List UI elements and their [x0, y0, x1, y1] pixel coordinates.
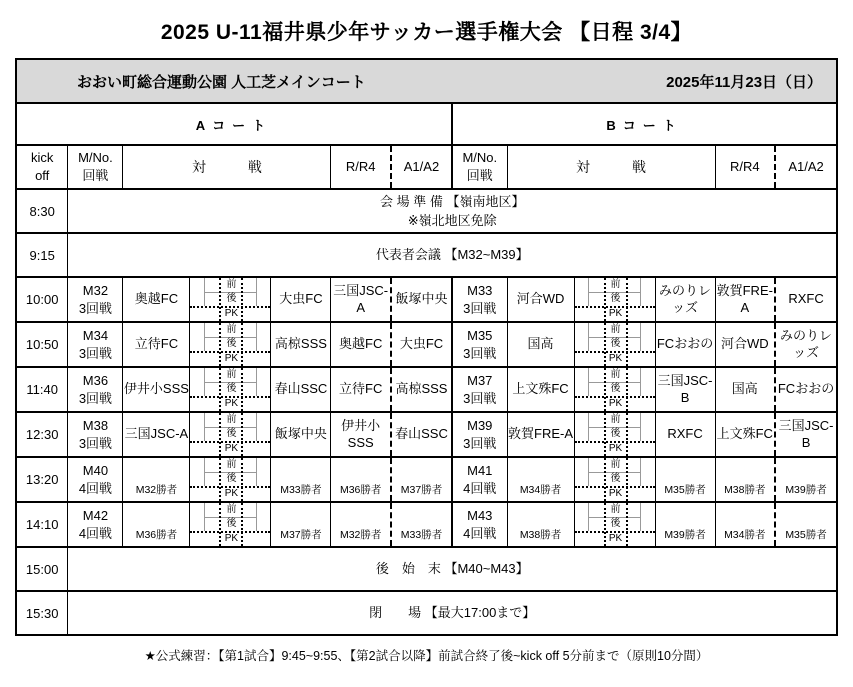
team-right-b: 三国JSC-B: [655, 367, 715, 412]
match-no: M34: [82, 327, 109, 343]
table-row: [16, 547, 837, 591]
team-right-b: M35勝者: [655, 457, 715, 502]
advance-rr4-a: 奥越FC: [331, 322, 391, 367]
score-box: [574, 457, 655, 502]
schedule-note: [68, 547, 837, 591]
advance-rr4-b: 国高: [715, 367, 775, 412]
schedule-note: [68, 189, 837, 233]
col-header-matchno-b-line1: M/No.: [462, 150, 498, 166]
advance-rr4-b: 上文殊FC: [715, 412, 775, 457]
team-right-b: FCおおの: [655, 322, 715, 367]
team-left-b: 河合WD: [507, 277, 574, 322]
team-left-b: 上文殊FC: [507, 367, 574, 412]
score-label-pk: PK: [608, 352, 623, 364]
team-right-b: みのりレッズ: [655, 277, 715, 322]
match-round: 3回戦: [463, 345, 497, 361]
score-box: [574, 502, 655, 547]
score-box-grid: [575, 368, 655, 411]
score-label-second-half: 後: [226, 293, 237, 305]
advance-a1a2-b: RXFC: [775, 277, 837, 322]
score-label-second-half: 後: [226, 518, 237, 530]
score-label-first-half: 前: [226, 279, 237, 291]
score-label-pk: PK: [224, 397, 239, 409]
match-round: 3回戦: [78, 435, 113, 451]
match-number-b: [452, 457, 507, 502]
score-label-pk: PK: [608, 532, 623, 544]
score-box-grid: [575, 503, 655, 546]
score-label-second-half: 後: [226, 473, 237, 485]
match-number-b: [452, 322, 507, 367]
col-header-rr4-a: R/R4: [331, 145, 391, 189]
match-number-b: [452, 367, 507, 412]
score-label-second-half: 後: [610, 293, 621, 305]
match-round: 4回戦: [463, 480, 497, 496]
score-box: [190, 457, 271, 502]
schedule-note-line: ※嶺北地区免除: [407, 213, 497, 228]
score-box-grid: [190, 323, 270, 366]
col-header-versus-b: 対 戦: [507, 145, 715, 189]
kickoff-time: 10:50: [16, 322, 68, 367]
team-left-a: 三国JSC-A: [123, 412, 190, 457]
kickoff-time: 13:20: [16, 457, 68, 502]
team-left-a: 奥越FC: [123, 277, 190, 322]
advance-a1a2-a: M37勝者: [391, 457, 452, 502]
score-label-pk: PK: [608, 487, 623, 499]
event-date: 2025年11月23日（日）: [452, 59, 837, 103]
score-labels: [219, 368, 243, 411]
score-label-second-half: 後: [610, 428, 621, 440]
table-row: [16, 233, 837, 277]
match-no: M38: [82, 417, 109, 433]
kickoff-time: 12:30: [16, 412, 68, 457]
match-number-b: [452, 502, 507, 547]
advance-rr4-b: M38勝者: [715, 457, 775, 502]
match-number-a: [68, 412, 123, 457]
col-header-kickoff: [16, 145, 68, 189]
score-label-first-half: 前: [610, 459, 621, 471]
score-label-second-half: 後: [610, 383, 621, 395]
column-header-row: [16, 145, 837, 189]
col-header-kickoff-line1: kick: [30, 150, 54, 166]
team-right-b: M39勝者: [655, 502, 715, 547]
score-label-second-half: 後: [226, 338, 237, 350]
col-header-a1a2-b: A1/A2: [775, 145, 837, 189]
col-header-a1a2-a: A1/A2: [391, 145, 452, 189]
advance-a1a2-b: 三国JSC-B: [775, 412, 837, 457]
match-number-b: [452, 277, 507, 322]
match-round: 3回戦: [463, 435, 497, 451]
team-right-b: RXFC: [655, 412, 715, 457]
match-no: M43: [467, 507, 493, 523]
schedule-note: [68, 591, 837, 635]
match-number-b: [452, 412, 507, 457]
advance-a1a2-b: M35勝者: [775, 502, 837, 547]
advance-rr4-a: 伊井小SSS: [331, 412, 391, 457]
advance-a1a2-a: 高椋SSS: [391, 367, 452, 412]
score-labels: [219, 503, 243, 546]
match-round: 4回戦: [78, 525, 113, 541]
score-label-first-half: 前: [610, 414, 621, 426]
team-right-a: 春山SSC: [271, 367, 331, 412]
score-box: [190, 367, 271, 412]
match-no: M42: [82, 507, 109, 523]
match-round: 4回戦: [78, 480, 113, 496]
match-round: 3回戦: [78, 390, 113, 406]
schedule-note-line: 代表者会議 【M32~M39】: [375, 247, 529, 263]
advance-rr4-b: 河合WD: [715, 322, 775, 367]
score-label-second-half: 後: [610, 338, 621, 350]
score-labels: [604, 368, 628, 411]
advance-a1a2-b: M39勝者: [775, 457, 837, 502]
advance-rr4-a: 立待FC: [331, 367, 391, 412]
advance-a1a2-a: 春山SSC: [391, 412, 452, 457]
court-a-header: Aコート: [16, 103, 452, 145]
advance-a1a2-a: 飯塚中央: [391, 277, 452, 322]
kickoff-time: 9:15: [16, 233, 68, 277]
score-box: [190, 502, 271, 547]
team-left-a: M36勝者: [123, 502, 190, 547]
table-row: [16, 367, 837, 412]
score-label-pk: PK: [608, 307, 623, 319]
advance-rr4-b: 敦賀FRE-A: [715, 277, 775, 322]
match-number-a: [68, 367, 123, 412]
table-row: [16, 412, 837, 457]
match-round: 3回戦: [78, 300, 113, 316]
score-label-first-half: 前: [610, 504, 621, 516]
schedule-note-line: 後 始 末 【M40~M43】: [375, 561, 529, 577]
col-header-versus-a: 対 戦: [123, 145, 331, 189]
table-row: [16, 189, 837, 233]
team-left-b: 敦賀FRE-A: [507, 412, 574, 457]
col-header-rr4-b: R/R4: [715, 145, 775, 189]
venue-bar: [16, 59, 837, 103]
team-left-b: 国高: [507, 322, 574, 367]
score-box-grid: [190, 413, 270, 456]
match-number-a: [68, 457, 123, 502]
col-header-matchno-a: [68, 145, 123, 189]
team-left-b: M34勝者: [507, 457, 574, 502]
page-title: 2025 U-11福井県少年サッカー選手権大会 【日程 3/4】: [160, 21, 693, 44]
score-label-pk: PK: [224, 352, 239, 364]
match-no: M32: [82, 282, 109, 298]
score-box: [190, 277, 271, 322]
team-right-a: M33勝者: [271, 457, 331, 502]
score-label-pk: PK: [224, 307, 239, 319]
match-number-a: [68, 322, 123, 367]
col-header-matchno-a-line2: 回戦: [82, 168, 109, 183]
score-box-grid: [190, 278, 270, 321]
advance-a1a2-b: みのりレッズ: [775, 322, 837, 367]
score-label-second-half: 後: [226, 428, 237, 440]
match-no: M39: [467, 417, 493, 433]
match-no: M40: [82, 462, 109, 478]
kickoff-time: 14:10: [16, 502, 68, 547]
kickoff-time: 8:30: [16, 189, 68, 233]
score-labels: [604, 458, 628, 501]
score-labels: [219, 323, 243, 366]
match-no: M35: [467, 327, 493, 343]
team-left-a: 立待FC: [123, 322, 190, 367]
score-labels: [604, 278, 628, 321]
kickoff-time: 11:40: [16, 367, 68, 412]
court-header-row: [16, 103, 837, 145]
score-box-grid: [190, 368, 270, 411]
score-label-pk: PK: [608, 442, 623, 454]
team-left-a: 伊井小SSS: [123, 367, 190, 412]
schedule-note-line: 閉 場 【最大17:00まで】: [369, 605, 536, 621]
court-b-header: Bコート: [452, 103, 837, 145]
advance-a1a2-b: FCおおの: [775, 367, 837, 412]
score-label-first-half: 前: [226, 369, 237, 381]
score-box: [574, 412, 655, 457]
advance-rr4-a: 三国JSC-A: [331, 277, 391, 322]
venue-name: おおい町総合運動公園 人工芝メインコート: [16, 59, 452, 103]
score-labels: [604, 323, 628, 366]
col-header-matchno-a-line1: M/No.: [78, 150, 113, 166]
schedule-body: [16, 189, 837, 635]
advance-a1a2-a: 大虫FC: [391, 322, 452, 367]
schedule-table: [15, 58, 838, 636]
score-label-pk: PK: [608, 397, 623, 409]
table-row: [16, 457, 837, 502]
match-round: 4回戦: [463, 525, 497, 541]
score-label-second-half: 後: [226, 383, 237, 395]
score-label-first-half: 前: [226, 324, 237, 336]
advance-rr4-b: M34勝者: [715, 502, 775, 547]
team-right-a: 大虫FC: [271, 277, 331, 322]
team-right-a: 飯塚中央: [271, 412, 331, 457]
score-label-first-half: 前: [610, 324, 621, 336]
match-round: 3回戦: [463, 390, 497, 406]
team-left-b: M38勝者: [507, 502, 574, 547]
score-box: [574, 277, 655, 322]
kickoff-time: 10:00: [16, 277, 68, 322]
score-labels: [219, 458, 243, 501]
score-label-first-half: 前: [226, 459, 237, 471]
match-no: M37: [467, 372, 493, 388]
score-label-first-half: 前: [226, 414, 237, 426]
score-box-grid: [575, 323, 655, 366]
table-row: [16, 591, 837, 635]
match-no: M41: [467, 462, 493, 478]
score-labels: [219, 278, 243, 321]
score-label-second-half: 後: [610, 518, 621, 530]
table-row: [16, 502, 837, 547]
score-label-pk: PK: [224, 532, 239, 544]
schedule-head: [16, 59, 837, 189]
advance-rr4-a: M36勝者: [331, 457, 391, 502]
team-right-a: 高椋SSS: [271, 322, 331, 367]
col-header-kickoff-line2: off: [35, 168, 50, 183]
col-header-matchno-b-line2: 回戦: [466, 168, 493, 183]
kickoff-time: 15:00: [16, 547, 68, 591]
score-box-grid: [575, 458, 655, 501]
score-box: [574, 367, 655, 412]
advance-rr4-a: M32勝者: [331, 502, 391, 547]
match-round: 3回戦: [463, 300, 497, 316]
score-labels: [604, 413, 628, 456]
schedule-note-line: 会 場 準 備 【嶺南地区】: [380, 193, 525, 209]
match-round: 3回戦: [78, 345, 113, 361]
match-number-a: [68, 502, 123, 547]
team-right-a: M37勝者: [271, 502, 331, 547]
team-left-a: M32勝者: [123, 457, 190, 502]
score-labels: [604, 503, 628, 546]
table-row: [16, 322, 837, 367]
advance-a1a2-a: M33勝者: [391, 502, 452, 547]
schedule-note: [68, 233, 837, 277]
score-label-pk: PK: [224, 442, 239, 454]
score-box-grid: [575, 413, 655, 456]
score-box: [190, 322, 271, 367]
score-box-grid: [190, 503, 270, 546]
score-label-first-half: 前: [610, 279, 621, 291]
score-labels: [219, 413, 243, 456]
score-label-first-half: 前: [226, 504, 237, 516]
score-box: [574, 322, 655, 367]
table-row: [16, 277, 837, 322]
match-no: M33: [467, 282, 493, 298]
col-header-matchno-b: [452, 145, 507, 189]
match-number-a: [68, 277, 123, 322]
score-label-second-half: 後: [610, 473, 621, 485]
score-box-grid: [190, 458, 270, 501]
footnote: ★公式練習：【第1試合】9:45~9:55、【第2試合以降】前試合終了後~kick off 5分前まで（原則10分間）: [144, 649, 709, 663]
match-no: M36: [82, 372, 109, 388]
score-box-grid: [575, 278, 655, 321]
score-box: [190, 412, 271, 457]
score-label-pk: PK: [224, 487, 239, 499]
score-label-first-half: 前: [610, 369, 621, 381]
kickoff-time: 15:30: [16, 591, 68, 635]
